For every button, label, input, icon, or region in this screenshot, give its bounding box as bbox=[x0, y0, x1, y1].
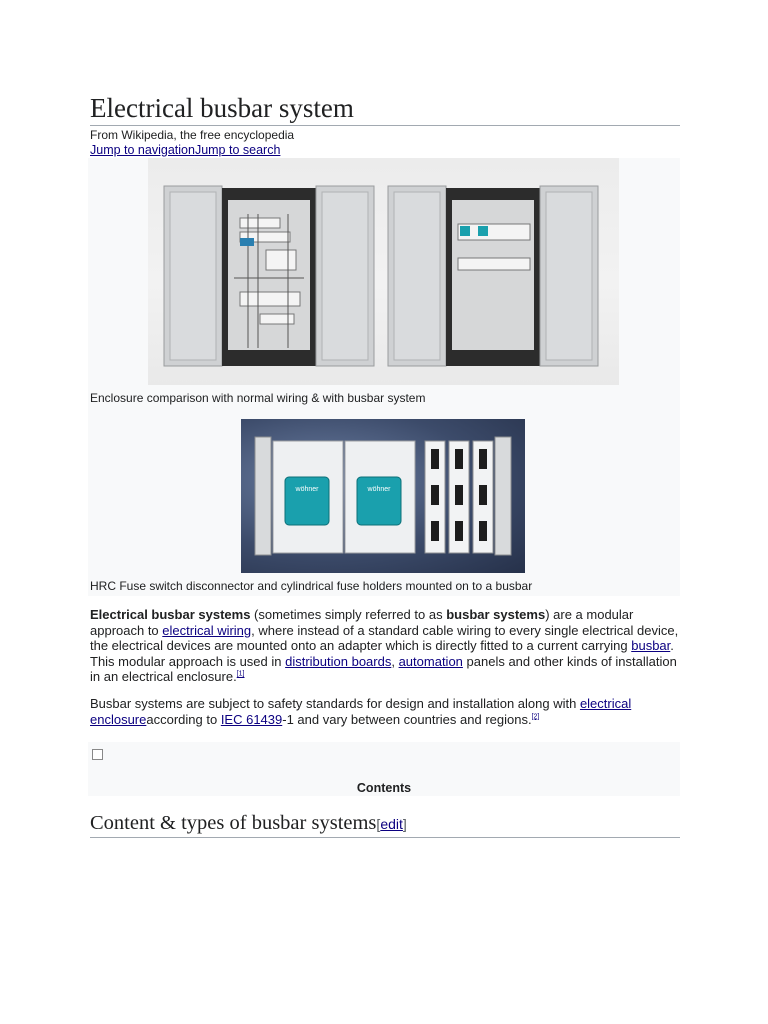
hrc-fuse-image[interactable] bbox=[241, 419, 525, 573]
reference-2[interactable]: [2] bbox=[531, 713, 540, 721]
jump-to-navigation-link[interactable]: Jump to navigation bbox=[90, 143, 195, 157]
brand-label-2: wöhner bbox=[367, 486, 391, 493]
text-run: (sometimes simply referred to as bbox=[250, 607, 447, 622]
bold-term-1: Electrical busbar systems bbox=[90, 607, 251, 622]
table-of-contents bbox=[88, 742, 680, 796]
text-run: ) are a modular approach to bbox=[90, 607, 634, 638]
toc-title: Contents bbox=[356, 781, 412, 796]
reference-1[interactable]: [1] bbox=[236, 671, 245, 679]
link-iec-61439[interactable]: IEC 61439 bbox=[220, 711, 283, 727]
text-run: , where instead of a standard cable wiring to every single electrical device, the electrical devices are mounted onto an adapter which is directly fitted to a current carrying bbox=[90, 622, 679, 654]
cabinet-busbar-system bbox=[388, 186, 598, 366]
figure-caption-2: HRC Fuse switch disconnector and cylindrical fuse holders mounted on to a busbar bbox=[90, 579, 533, 593]
brand-label-1: wöhner bbox=[295, 486, 319, 493]
edit-bracket-open: [ bbox=[376, 816, 381, 833]
jump-links bbox=[90, 143, 680, 158]
text-run: -1 and vary between countries and regions. bbox=[282, 711, 532, 727]
text-run: according to bbox=[146, 711, 221, 727]
page-title: Electrical busbar system bbox=[90, 92, 680, 126]
enclosure-illustration bbox=[148, 158, 619, 385]
text-run: . This modular approach is used in bbox=[90, 638, 674, 669]
figure-block bbox=[88, 158, 680, 596]
toc-toggle-checkbox[interactable] bbox=[92, 749, 103, 760]
hrc-fuse-illustration bbox=[241, 419, 525, 573]
cabinet-normal-wiring bbox=[164, 186, 374, 366]
link-distribution-boards[interactable]: distribution boards bbox=[285, 653, 392, 669]
section-heading-text: Content & types of busbar systems bbox=[90, 812, 377, 835]
standards-paragraph bbox=[90, 696, 680, 727]
bold-term-2: busbar systems bbox=[446, 607, 546, 622]
link-automation[interactable]: automation bbox=[398, 653, 463, 669]
edit-link[interactable]: edit bbox=[380, 816, 403, 833]
jump-to-search-link[interactable]: Jump to search bbox=[194, 143, 281, 157]
text-run: , bbox=[391, 653, 399, 669]
article bbox=[90, 92, 680, 838]
enclosure-comparison-image[interactable] bbox=[148, 158, 619, 385]
edit-bracket-close: ] bbox=[402, 816, 407, 833]
link-electrical-wiring[interactable]: electrical wiring bbox=[162, 622, 252, 638]
edit-section bbox=[376, 816, 406, 832]
intro-paragraph bbox=[90, 607, 680, 685]
tagline: From Wikipedia, the free encyclopedia bbox=[90, 128, 295, 142]
text-run: Busbar systems are subject to safety standards for design and installation along with bbox=[90, 695, 580, 711]
figure-caption-1: Enclosure comparison with normal wiring & with busbar system bbox=[90, 391, 426, 405]
section-heading bbox=[90, 810, 680, 838]
text-run: panels and other kinds of installation in an electrical enclosure. bbox=[90, 653, 677, 685]
link-busbar[interactable]: busbar bbox=[631, 638, 671, 654]
link-electrical-enclosure[interactable]: electrical enclosure bbox=[90, 695, 632, 727]
